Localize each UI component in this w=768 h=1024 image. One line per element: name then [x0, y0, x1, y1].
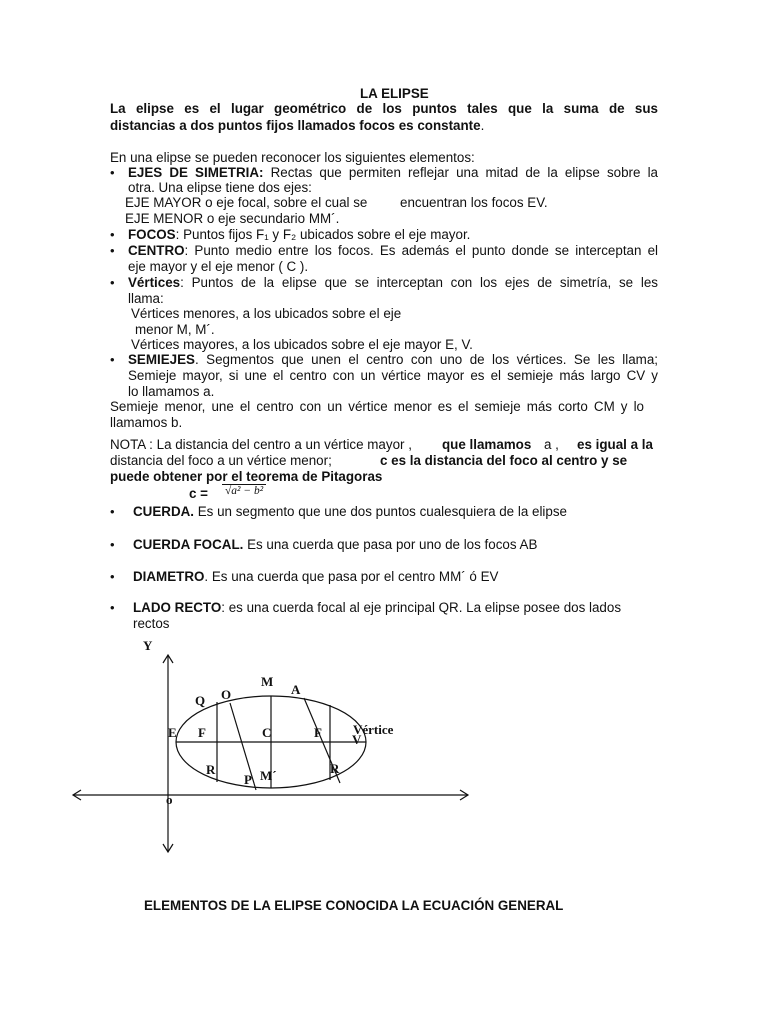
nota-line-1b: que llamamos — [442, 437, 532, 452]
lado-recto-text-1: : es una cuerda focal al eje principal QR. La elipse posee dos lados — [221, 600, 622, 615]
cuerda-label: CUERDA. — [133, 504, 195, 519]
chord-op — [230, 703, 256, 790]
label-r2: R — [330, 761, 340, 776]
bullet-icon: • — [110, 243, 115, 258]
ejes-line-2: otra. Una elipse tiene dos ejes: — [128, 180, 312, 195]
nota-line-2b: c es la distancia del foco al centro y se — [380, 453, 628, 468]
formula-label: c = — [189, 486, 208, 501]
diametro-text: . Es una cuerda que pasa por el centro MM´ ó EV — [204, 569, 499, 584]
ejes-line-4: EJE MENOR o eje secundario MM´. — [125, 211, 340, 226]
bullet-icon: • — [110, 504, 115, 519]
semiejes-line-3: lo llamamos a. — [128, 384, 215, 399]
diametro-label: DIAMETRO — [133, 569, 205, 584]
vertices-line-4: menor M, M´. — [135, 322, 215, 337]
label-vertice: Vértice — [353, 722, 394, 737]
bullet-icon: • — [110, 537, 115, 552]
nota-line-2a: distancia del foco a un vértice menor; — [110, 453, 332, 468]
vertices-text-1: : Puntos de la elipse que se interceptan con los ejes de simetría, se les — [180, 275, 658, 290]
bullet-icon: • — [110, 227, 115, 242]
nota-line-1d: es igual a la — [577, 437, 653, 452]
ejes-line-3a: EJE MAYOR o eje focal, sobre el cual se — [125, 195, 368, 210]
label-a: A — [291, 682, 301, 697]
definition-text: distancias a dos puntos fijos llamados focos es constante — [110, 118, 481, 133]
lado-recto-label: LADO RECTO — [133, 600, 222, 615]
centro-text-1: : Punto medio entre los focos. Es además el punto donde se interceptan el — [184, 243, 658, 258]
label-c: C — [262, 725, 272, 740]
nota-line-1a: NOTA : La distancia del centro a un vértice mayor , — [110, 437, 412, 452]
label-o: O — [221, 687, 232, 702]
label-r1: R — [206, 762, 216, 777]
ejes-line-3b: encuentran los focos EV. — [400, 195, 548, 210]
vertices-line-5: Vértices mayores, a los ubicados sobre el eje mayor E, V. — [131, 337, 473, 352]
semiejes-label: SEMIEJES — [128, 352, 195, 367]
cuerda-focal-label: CUERDA FOCAL. — [133, 537, 244, 552]
vertices-label: Vértices — [128, 275, 181, 290]
label-y: Y — [143, 638, 153, 653]
bullet-icon: • — [110, 569, 115, 584]
definition-period: . — [480, 118, 485, 133]
bullet-icon: • — [110, 352, 115, 367]
vertices-line-3: Vértices menores, a los ubicados sobre el eje — [131, 306, 402, 321]
semiejes-line-2: Semieje mayor, si une el centro con un vértice mayor es el semieje más largo CV y — [128, 368, 658, 383]
nota-line-3: puede obtener por el teorema de Pitagoras — [110, 469, 383, 484]
formula-sqrt: √a² − b² — [222, 484, 266, 497]
semiejes-line-4: Semieje menor, une el centro con un vértice menor es el semieje más corto CM y lo — [110, 399, 644, 414]
ejes-label: EJES DE SIMETRIA: — [128, 165, 264, 180]
label-e: E — [168, 725, 177, 740]
label-v: V — [352, 732, 362, 747]
definition-line-1: La elipse es el lugar geométrico de los puntos tales que la suma de sus — [110, 101, 658, 116]
vertices-line-2: llama: — [128, 291, 164, 306]
cuerda-text: Es un segmento que une dos puntos cualesquiera de la elipse — [194, 504, 567, 519]
intro-text: En una elipse se pueden reconocer los siguientes elementos: — [110, 150, 475, 165]
semiejes-line-5: llamamos b. — [110, 415, 183, 430]
bullet-icon: • — [110, 165, 115, 180]
label-q: Q — [195, 693, 206, 708]
section-heading: ELEMENTOS DE LA ELIPSE CONOCIDA LA ECUACIÓN GENERAL — [144, 898, 564, 913]
label-f1: F — [198, 725, 206, 740]
label-m: M — [261, 674, 274, 689]
bullet-icon: • — [110, 275, 115, 290]
label-p: P — [244, 772, 252, 787]
centro-line-2: eje mayor y el eje menor ( C ). — [128, 259, 309, 274]
ejes-text-1: Rectas que permiten reflejar una mitad de la elipse sobre la — [270, 165, 658, 180]
focos-text: : Puntos fijos F₁ y F₂ ubicados sobre el eje mayor. — [175, 227, 471, 242]
lado-recto-line-2: rectos — [133, 616, 170, 631]
page-title: LA ELIPSE — [360, 86, 429, 101]
focos-label: FOCOS — [128, 227, 176, 242]
nota-line-1c: a , — [544, 437, 559, 452]
semiejes-text-1: . Segmentos que unen el centro con uno de los vértices. Se les llama; — [194, 352, 658, 367]
label-f2: F — [314, 725, 322, 740]
label-m2: M´ — [260, 768, 277, 783]
centro-label: CENTRO — [128, 243, 185, 258]
bullet-icon: • — [110, 600, 115, 615]
label-origin: o — [166, 792, 173, 807]
cuerda-focal-text: Es una cuerda que pasa por uno de los focos AB — [243, 537, 538, 552]
